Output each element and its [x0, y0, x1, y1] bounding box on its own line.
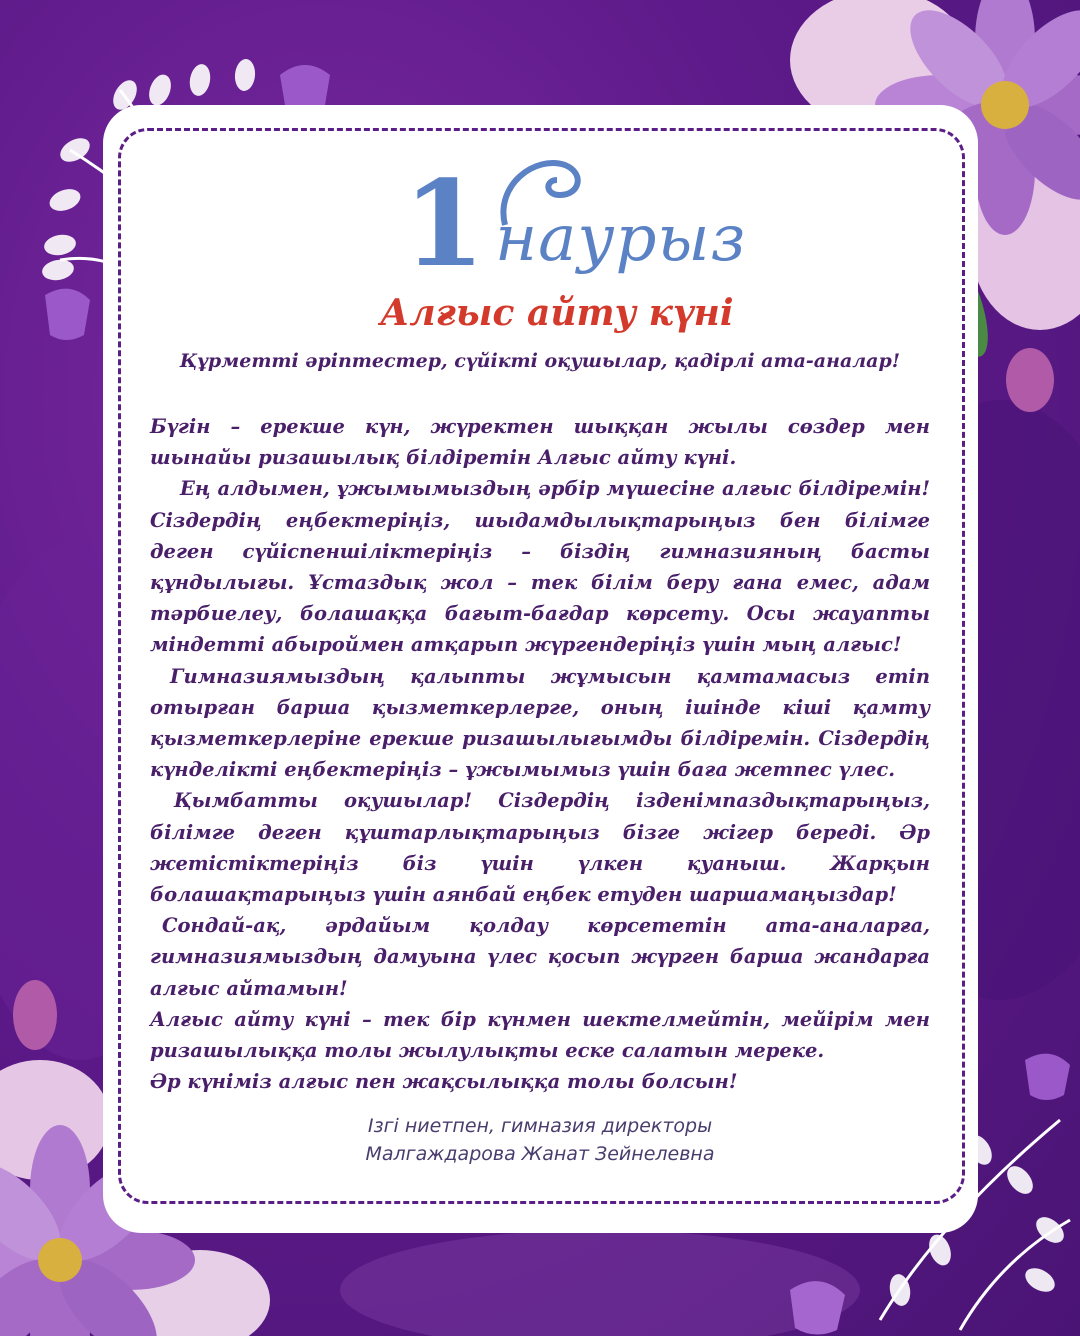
signature-line-title: Ізгі ниетпен, гимназия директоры — [367, 1115, 713, 1137]
paragraph: Алғыс айту күні – тек бір күнмен шектелмейтін, мейірім мен ризашылыққа толы жылулықты еске салатын мереке. — [150, 1007, 930, 1063]
signature — [240, 1112, 840, 1168]
paragraph: Ең алдымен, ұжымымыздың әрбір мүшесіне алғыс білдіремін! Сіздердің еңбектеріңіз, шыдамдылықтарыңыз бен білімге деген сүйіспеншіліктеріңіз – біздің гимназияның басты құндылығы. Ұстаздық жол – тек білім беру ғана емес, адам тәрбиелеу, болашаққа бағыт-бағдар көрсету. Осы жауапты міндетті абыроймен атқарып жүргендеріңіз үшін мың алғыс! — [150, 477, 930, 657]
paragraph: Гимназиямыздың қалыпты жұмысын қамтамасыз етіп отырған барша қызметкерлерге, оның ішінде кіші қамту қызметкерлеріне ерекше ризашылығымды білдіремін. Сіздердің күнделікті еңбектеріңіз – ұжымымыз үшін баға жетпес үлес. — [150, 664, 930, 782]
signature-line-name: Малгаждарова Жанат Зейнелевна — [365, 1143, 715, 1165]
subtitle: Алғыс айту күні — [380, 292, 734, 334]
logo-word: наурыз — [495, 202, 747, 276]
logo-number: 1 — [403, 154, 486, 293]
paragraph: Қымбатты оқушылар! Сіздердің ізденімпаздықтарыңыз, білімге деген құштарлықтарыңыз бізге жігер береді. Әр жетістіктеріңіз біз үшін үлкен қуаныш. Жарқын болашақтарыңыз үшін аянбай еңбек етуден шаршамаңыздар! — [150, 789, 930, 907]
paragraph: Бүгін – ерекше күн, жүректен шыққан жылы сөздер мен шынайы ризашылық білдіретін Алғыс айту күні. — [150, 415, 930, 470]
greeting: Құрметті әріптестер, сүйікті оқушылар, қадірлі ата-аналар! — [179, 350, 901, 372]
letter-body — [150, 411, 930, 1097]
paragraph: Әр күніміз алғыс пен жақсылыққа толы болсын! — [150, 1070, 738, 1094]
paragraph: Сондай-ақ, әрдайым қолдау көрсететін ата-аналарға, гимназиямыздың дамуына үлес қосып жүрген барша жандарға алғыс айтамын! — [150, 914, 930, 1000]
